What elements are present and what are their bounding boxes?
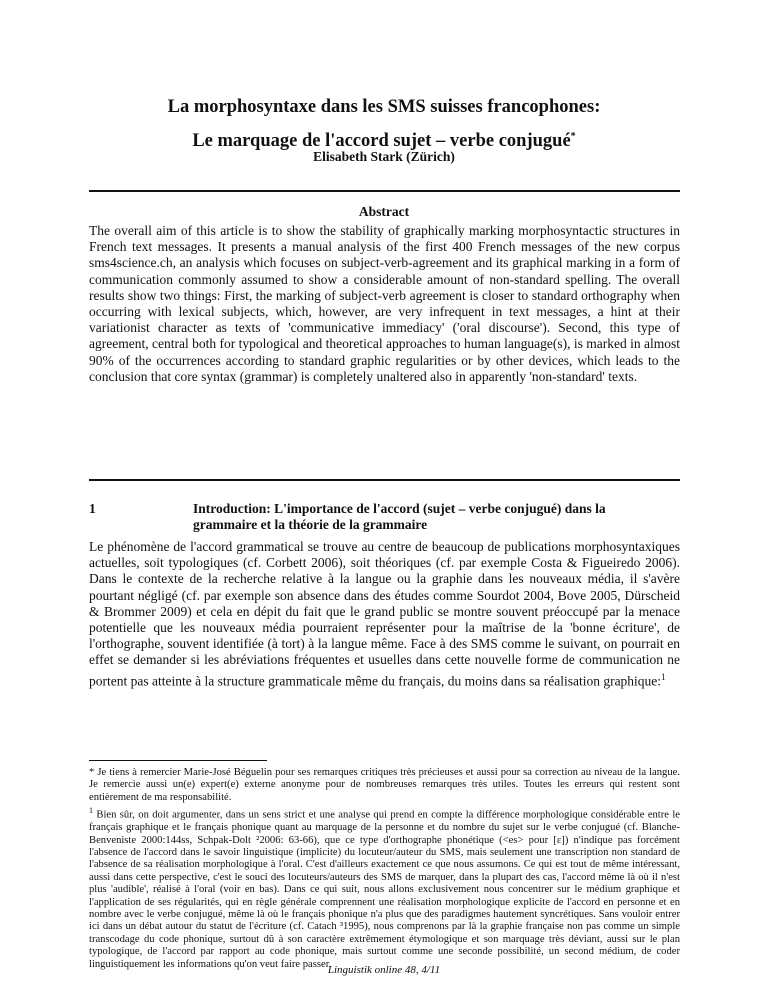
- footnote-text: Bien sûr, on doit argumenter, dans un sens strict et une analyse qui prend en compte la différence morphologique considérable entre le français graphique et le français phonique quant au marquage de la personne et du nombre du sujet sur le verbe conjugué (cf. Blanche-Benveniste 2000:144ss, Schpak-Dolt ²2006: 63-66), que ce type d'orthographe phonétique (<es> pour [ɛ]) n'indique pas forcément l'absence de l'accord dans le savoir linguistique (implicite) du locuteur/auteur du SMS, mais seulement une transcription non standard de l'absence de sa réalisation morphologique à l'oral. C'est d'ailleurs exactement ce que nous assumons. Ce qui est tout de même intéressant, aussi dans cette perspective, c'est le souci des locuteurs/auteurs des SMS de marquer, dans la plupart des cas, l'accord même là où il n'est plus 'audible', réalisé à l'oral (voir en bas). Dans ce qui suit, nous allons exclusivement nous concentrer sur le médium graphique et l'application de ses régularités, qui en règle générale comprennent une réalisation morphologique explicite de l'accord en personne et en nombre avec le verbe conjugué, même là où le français phonique n'a plus que des paradigmes hautement syncrétiques. Sans vouloir entrer ici dans un débat autour du statut de l'écriture (cf. Catach ³1995), nous comprenons par là la graphie française non pas comme un simple transcodage du code phonique, surtout dû à son caractère extrêmement étymologique et son marquage très déviant, aussi sur le plan typologique, de l'accord par rapport au code phonique, mais surtout comme une seconde possibilité, un second médium, de coder linguistiquement les informations qu'on veut faire passer.: [89, 809, 680, 970]
- title-line-1: La morphosyntaxe dans les SMS suisses francophones:: [167, 97, 601, 117]
- title-footnote-mark[interactable]: *: [570, 130, 576, 142]
- running-footer: Linguistik online 48, 4/11: [327, 964, 441, 976]
- section-body-text: Le phénomène de l'accord grammatical se trouve au centre de beaucoup de publications morphosyntaxiques actuelles, soit typologiques (cf. Corbett 2006), soit théoriques (cf. par exemple Costa & Figueiredo 2006). Dans le contexte de la recherche relative à la langue ou la graphie dans les nouveaux média, il s'avère pourtant négligé (cf. par exemple son absence dans des études comme Sourdot 2004, Bove 2005, Dürscheid & Brommer 2009) et cela en dépit du fait que le grand public se montre souvent préoccupé par la menace potentielle que les nouveaux média pourraient représenter pour la maîtrise de la 'bonne écriture', de l'orthographe, souvent identifiée (à tort) à la langue même. Face à des SMS comme le suivant, on pourrait en effet se demander si les abréviations fréquentes et usuelles dans cette nouvelle forme de communication ne portent pas atteinte à la structure grammaticale même du français, du moins dans sa réalisation graphique:: [89, 539, 680, 689]
- footnote: [89, 767, 680, 804]
- footnote-text: Je tiens à remercier Marie-José Béguelin pour ses remarques critiques très précieuses et aussi pour sa correction au niveau de la langue. Je remercie aussi un(e) expert(e) externe anonyme pour de nombreuses remarques très utiles. Toutes les erreurs qui restent sont entièrement de ma responsabilité.: [89, 767, 680, 803]
- section-number: 1: [89, 501, 96, 516]
- footnote-mark: *: [89, 767, 95, 778]
- abstract-text: The overall aim of this article is to show the stability of graphically marking morphosyntactic structures in French text messages. It presents a manual analysis of the first 400 French messages of the new corpus sms4science.ch, an analysis which focuses on subject-verb-agreement and its graphical marking in a form of communication commonly assumed to show a considerable amount of non-standard spelling. The overall results show two things: First, the marking of subject-verb agreement is closer to standard orthography when occurring with lexical subjects, which, however, are very infrequent in text messages, a hint at their variationist character as texts of 'communicative immediacy' ('oral discourse'). Second, this type of agreement, central both for typological and theoretical approaches to human language(s), is marked in almost 90% of the occurrences according to standard graphic regularities or by other devices, which leads to the conclusion that core syntax (grammar) is completely unaltered also in apparently 'non-standard' texts.: [89, 223, 680, 384]
- body-footnote-ref[interactable]: 1: [661, 671, 666, 682]
- top-rule: [89, 190, 680, 192]
- abstract-heading: Abstract: [358, 204, 410, 219]
- footnote-separator: [89, 760, 267, 761]
- author: Elisabeth Stark (Zürich): [313, 149, 455, 164]
- article-title: [0, 90, 768, 158]
- section-body: [89, 539, 680, 689]
- footnotes: [89, 767, 680, 972]
- abstract-bottom-rule: [89, 479, 680, 481]
- title-line-2-text: Le marquage de l'accord sujet – verbe conjugué: [192, 131, 571, 151]
- footnote-mark: 1: [89, 806, 93, 816]
- section-title: Introduction: L'importance de l'accord (sujet – verbe conjugué) dans la grammaire et la théorie de la grammaire: [193, 501, 606, 532]
- footnote: [89, 805, 680, 971]
